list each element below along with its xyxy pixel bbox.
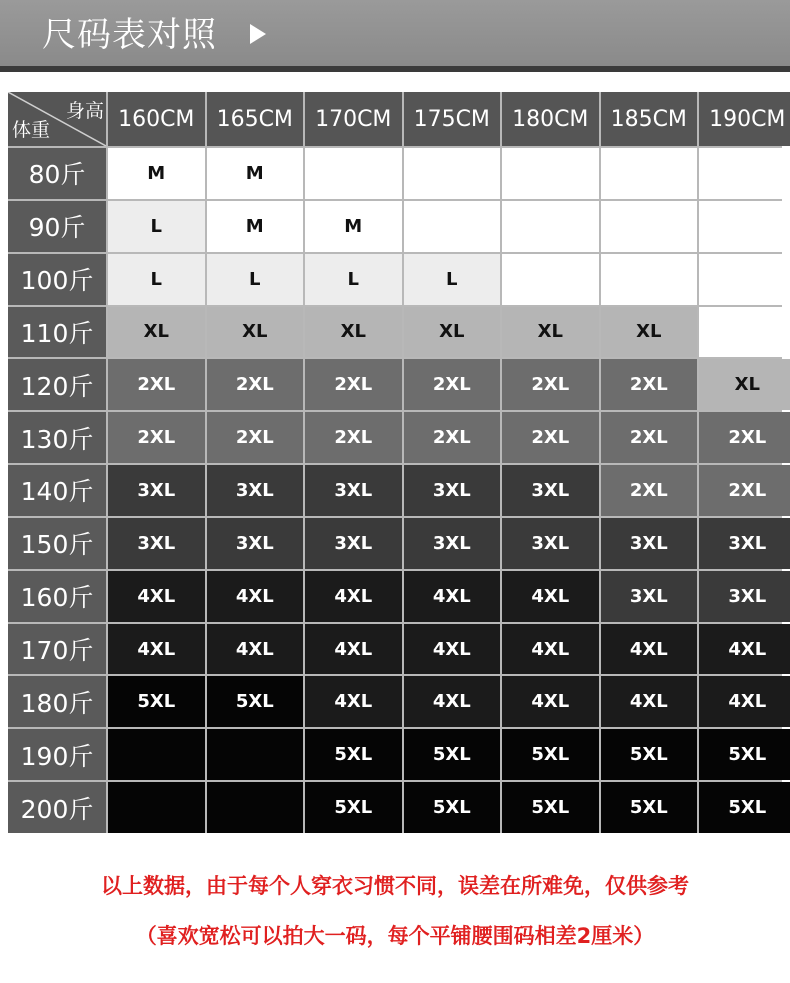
weight-label: 120斤 <box>8 359 106 410</box>
size-cell: 3XL <box>305 518 402 569</box>
page-title: 尺码表对照 <box>42 15 217 55</box>
size-cell: 2XL <box>601 465 698 516</box>
height-header: 190CM <box>699 92 790 146</box>
size-cell: 4XL <box>207 571 304 622</box>
weight-label: 160斤 <box>8 571 106 622</box>
size-cell: 3XL <box>502 465 599 516</box>
disclaimer-line-1: 以上数据，由于每个人穿衣习惯不同，误差在所难免，仅供参考 <box>101 874 689 898</box>
size-cell: 3XL <box>699 571 790 622</box>
size-cell: 3XL <box>305 465 402 516</box>
size-cell: L <box>108 201 205 252</box>
size-cell: L <box>305 254 402 305</box>
size-cell: 4XL <box>207 624 304 675</box>
size-cell: 4XL <box>404 571 501 622</box>
size-cell <box>601 201 698 252</box>
size-cell: XL <box>502 307 599 358</box>
size-cell <box>699 254 790 305</box>
height-axis-label: 身高 <box>65 100 104 122</box>
weight-label: 150斤 <box>8 518 106 569</box>
size-cell: 5XL <box>404 729 501 780</box>
size-cell: 3XL <box>404 518 501 569</box>
size-cell <box>502 254 599 305</box>
size-cell: XL <box>108 307 205 358</box>
size-cell: 3XL <box>207 518 304 569</box>
size-cell: 5XL <box>502 729 599 780</box>
height-header: 180CM <box>502 92 599 146</box>
weight-label: 140斤 <box>8 465 106 516</box>
size-cell: 2XL <box>699 465 790 516</box>
weight-label: 90斤 <box>8 201 106 252</box>
size-cell: 5XL <box>305 782 402 833</box>
size-cell: 5XL <box>108 676 205 727</box>
size-cell <box>404 148 501 199</box>
weight-label: 190斤 <box>8 729 106 780</box>
size-cell <box>502 201 599 252</box>
size-cell: 4XL <box>502 676 599 727</box>
weight-label: 170斤 <box>8 624 106 675</box>
size-cell: M <box>108 148 205 199</box>
size-cell <box>699 307 790 358</box>
size-cell: 5XL <box>404 782 501 833</box>
weight-label: 130斤 <box>8 412 106 463</box>
size-cell: 2XL <box>404 359 501 410</box>
size-cell: 3XL <box>207 465 304 516</box>
size-cell: XL <box>207 307 304 358</box>
size-cell: 4XL <box>699 624 790 675</box>
size-cell <box>207 729 304 780</box>
size-cell: 5XL <box>502 782 599 833</box>
size-cell <box>601 254 698 305</box>
size-cell: 3XL <box>108 518 205 569</box>
size-cell: 4XL <box>699 676 790 727</box>
size-cell: 2XL <box>207 359 304 410</box>
size-cell: 5XL <box>699 729 790 780</box>
size-cell: XL <box>699 359 790 410</box>
size-cell: L <box>404 254 501 305</box>
size-cell: 2XL <box>108 412 205 463</box>
size-cell: 2XL <box>207 412 304 463</box>
size-cell: 5XL <box>699 782 790 833</box>
size-cell: 3XL <box>699 518 790 569</box>
size-cell: L <box>207 254 304 305</box>
size-cell: 4XL <box>404 676 501 727</box>
size-cell: 5XL <box>305 729 402 780</box>
size-cell: 3XL <box>601 571 698 622</box>
size-cell: 5XL <box>601 729 698 780</box>
weight-label: 100斤 <box>8 254 106 305</box>
weight-axis-label: 体重 <box>12 119 51 141</box>
size-cell: 3XL <box>404 465 501 516</box>
header-bar <box>0 0 790 72</box>
size-cell: 2XL <box>502 359 599 410</box>
size-cell: 4XL <box>601 676 698 727</box>
height-header: 170CM <box>305 92 402 146</box>
size-cell <box>108 729 205 780</box>
size-cell: XL <box>404 307 501 358</box>
weight-label: 80斤 <box>8 148 106 199</box>
size-cell: 4XL <box>305 571 402 622</box>
size-cell: 2XL <box>699 412 790 463</box>
size-cell <box>502 148 599 199</box>
size-cell <box>699 148 790 199</box>
size-cell: 2XL <box>305 412 402 463</box>
size-cell: XL <box>305 307 402 358</box>
size-cell: 3XL <box>502 518 599 569</box>
disclaimer-line-2: （喜欢宽松可以拍大一码，每个平铺腰围码相差2厘米） <box>135 924 655 948</box>
play-arrow-icon <box>250 24 266 44</box>
size-cell <box>305 148 402 199</box>
size-cell: M <box>305 201 402 252</box>
size-cell: 2XL <box>601 359 698 410</box>
height-header: 175CM <box>404 92 501 146</box>
size-cell: 3XL <box>601 518 698 569</box>
size-cell: 4XL <box>305 624 402 675</box>
size-cell: 2XL <box>601 412 698 463</box>
size-cell: 4XL <box>108 571 205 622</box>
size-cell: 2XL <box>305 359 402 410</box>
size-cell: 4XL <box>502 571 599 622</box>
size-cell: M <box>207 201 304 252</box>
size-cell <box>601 148 698 199</box>
weight-label: 180斤 <box>8 676 106 727</box>
weight-label: 110斤 <box>8 307 106 358</box>
size-cell: 4XL <box>601 624 698 675</box>
size-cell: L <box>108 254 205 305</box>
size-cell: 2XL <box>108 359 205 410</box>
size-cell: 4XL <box>404 624 501 675</box>
size-cell <box>207 782 304 833</box>
size-cell: 5XL <box>601 782 698 833</box>
height-header: 185CM <box>601 92 698 146</box>
size-cell: 4XL <box>502 624 599 675</box>
size-cell: M <box>207 148 304 199</box>
size-cell: 5XL <box>207 676 304 727</box>
height-header: 160CM <box>108 92 205 146</box>
size-cell: 2XL <box>502 412 599 463</box>
weight-label: 200斤 <box>8 782 106 833</box>
table-corner-header <box>8 92 106 146</box>
size-chart-table <box>8 92 786 833</box>
size-cell: XL <box>601 307 698 358</box>
size-cell <box>404 201 501 252</box>
size-cell: 4XL <box>305 676 402 727</box>
height-header: 165CM <box>207 92 304 146</box>
size-cell: 3XL <box>108 465 205 516</box>
size-cell <box>108 782 205 833</box>
size-cell: 4XL <box>108 624 205 675</box>
size-cell: 2XL <box>404 412 501 463</box>
size-cell <box>699 201 790 252</box>
